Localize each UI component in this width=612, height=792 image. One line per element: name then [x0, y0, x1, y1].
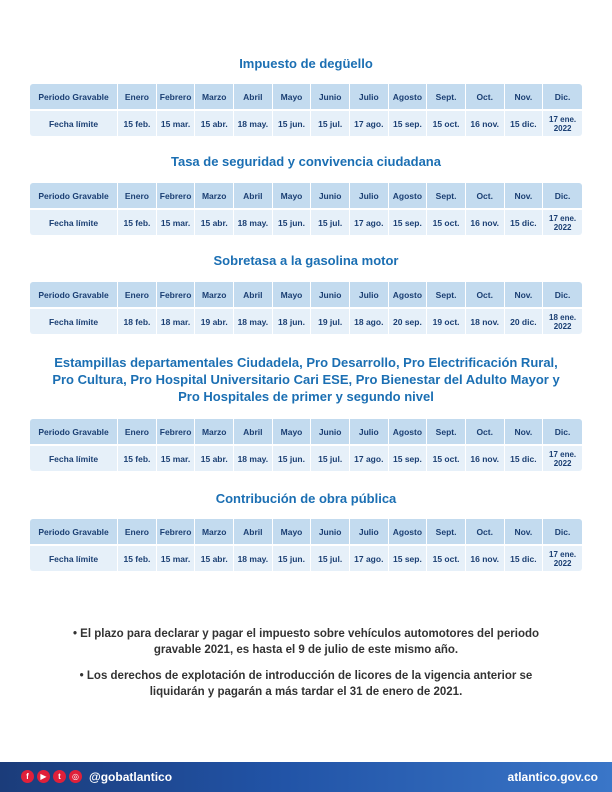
header-cell: Julio [350, 282, 389, 309]
table-dates-row [30, 546, 582, 571]
date-cell: 15 mar. [157, 446, 196, 471]
header-cell: Oct. [466, 282, 505, 309]
date-cell: 16 nov. [466, 546, 505, 571]
section-title [30, 252, 582, 269]
date-cell: 15 dic. [505, 446, 544, 471]
header-cell: Enero [118, 519, 157, 546]
deadline-table [30, 419, 582, 471]
header-cell: Dic. [543, 84, 582, 111]
header-cell: Nov. [505, 519, 544, 546]
date-cell: 15 oct. [427, 210, 466, 235]
twitter-icon[interactable]: t [53, 770, 66, 783]
date-label-cell: Fecha límite [30, 546, 118, 571]
header-cell: Periodo Gravable [30, 419, 118, 446]
date-cell: 19 oct. [427, 309, 466, 334]
table-header-row [30, 282, 582, 309]
header-cell: Abril [234, 419, 273, 446]
header-cell: Sept. [427, 282, 466, 309]
date-cell: 15 jul. [311, 546, 350, 571]
date-cell: 15 jun. [273, 546, 312, 571]
date-cell: 17 ago. [350, 446, 389, 471]
date-cell: 15 dic. [505, 546, 544, 571]
header-cell: Febrero [157, 84, 196, 111]
date-cell: 15 dic. [505, 210, 544, 235]
header-cell: Marzo [195, 84, 234, 111]
date-cell: 17 ene. 2022 [543, 546, 582, 571]
header-cell: Mayo [273, 282, 312, 309]
header-cell: Julio [350, 183, 389, 210]
header-cell: Agosto [389, 519, 428, 546]
date-cell: 17 ene. 2022 [543, 446, 582, 471]
section-title [30, 153, 582, 170]
header-cell: Periodo Gravable [30, 183, 118, 210]
date-cell: 18 ene. 2022 [543, 309, 582, 334]
date-cell: 19 jul. [311, 309, 350, 334]
header-cell: Nov. [505, 419, 544, 446]
table-dates-row [30, 111, 582, 136]
date-cell: 18 may. [234, 446, 273, 471]
date-label-cell: Fecha límite [30, 111, 118, 136]
date-cell: 17 ene. 2022 [543, 210, 582, 235]
header-cell: Dic. [543, 419, 582, 446]
table-header-row [30, 183, 582, 210]
date-cell: 18 nov. [466, 309, 505, 334]
header-cell: Febrero [157, 419, 196, 446]
header-cell: Periodo Gravable [30, 519, 118, 546]
section-title-line: Pro Cultura, Pro Hospital Universitario Cari ESE, Pro Bienestar del Adulto Mayor y [52, 372, 560, 387]
section-title-line: Pro Hospitales de primer y segundo nivel [178, 389, 434, 404]
instagram-icon[interactable]: ◎ [69, 770, 82, 783]
date-cell: 20 dic. [505, 309, 544, 334]
table-header-row [30, 419, 582, 446]
header-cell: Agosto [389, 282, 428, 309]
header-cell: Junio [311, 183, 350, 210]
date-label-cell: Fecha límite [30, 309, 118, 334]
date-cell: 15 feb. [118, 210, 157, 235]
date-cell: 17 ago. [350, 546, 389, 571]
header-cell: Marzo [195, 519, 234, 546]
section-gasolina [30, 252, 582, 331]
date-cell: 20 sep. [389, 309, 428, 334]
date-cell: 15 sep. [389, 111, 428, 136]
header-cell: Abril [234, 183, 273, 210]
section-title-line: Contribución de obra pública [215, 491, 397, 506]
date-cell: 18 may. [234, 309, 273, 334]
header-cell: Oct. [466, 183, 505, 210]
header-cell: Junio [311, 419, 350, 446]
deadline-table [30, 84, 582, 136]
date-cell: 18 ago. [350, 309, 389, 334]
date-cell: 15 jul. [311, 446, 350, 471]
date-cell: 15 oct. [427, 111, 466, 136]
header-cell: Junio [311, 282, 350, 309]
header-cell: Sept. [427, 519, 466, 546]
header-cell: Julio [350, 519, 389, 546]
section-title [30, 55, 582, 72]
header-cell: Febrero [157, 519, 196, 546]
date-cell: 16 nov. [466, 111, 505, 136]
header-cell: Dic. [543, 183, 582, 210]
date-cell: 15 feb. [118, 546, 157, 571]
header-cell: Nov. [505, 183, 544, 210]
header-cell: Oct. [466, 519, 505, 546]
header-cell: Oct. [466, 84, 505, 111]
header-cell: Agosto [389, 419, 428, 446]
date-cell: 18 feb. [118, 309, 157, 334]
note-licores: • Los derechos de explotación de introducción de licores de la vigencia anterior se liquidarán y pagarán a más tardar el 31 de enero de 2021. [79, 670, 533, 698]
header-cell: Junio [311, 519, 350, 546]
section-title [30, 354, 582, 405]
date-cell: 18 may. [234, 210, 273, 235]
header-cell: Enero [118, 183, 157, 210]
date-cell: 15 abr. [195, 111, 234, 136]
date-cell: 15 feb. [118, 111, 157, 136]
date-cell: 15 jun. [273, 111, 312, 136]
date-cell: 15 oct. [427, 446, 466, 471]
date-cell: 15 abr. [195, 210, 234, 235]
deadline-table [30, 282, 582, 334]
section-seguridad [30, 153, 582, 232]
header-cell: Nov. [505, 84, 544, 111]
date-cell: 15 abr. [195, 546, 234, 571]
header-cell: Mayo [273, 419, 312, 446]
date-cell: 18 may. [234, 111, 273, 136]
section-title [30, 490, 582, 507]
date-cell: 17 ene. 2022 [543, 111, 582, 136]
date-cell: 15 oct. [427, 546, 466, 571]
header-cell: Dic. [543, 519, 582, 546]
header-cell: Enero [118, 84, 157, 111]
date-cell: 15 feb. [118, 446, 157, 471]
facebook-icon[interactable]: f [21, 770, 34, 783]
date-cell: 15 sep. [389, 546, 428, 571]
date-cell: 18 may. [234, 546, 273, 571]
table-dates-row [30, 210, 582, 235]
header-cell: Enero [118, 282, 157, 309]
section-obra-publica [30, 490, 582, 568]
date-cell: 16 nov. [466, 210, 505, 235]
date-cell: 16 nov. [466, 446, 505, 471]
website-link[interactable]: atlantico.gov.co [507, 770, 598, 784]
date-cell: 15 mar. [157, 210, 196, 235]
date-cell: 15 dic. [505, 111, 544, 136]
date-label-cell: Fecha límite [30, 210, 118, 235]
header-cell: Mayo [273, 84, 312, 111]
date-cell: 17 ago. [350, 111, 389, 136]
date-cell: 15 jul. [311, 210, 350, 235]
header-cell: Marzo [195, 419, 234, 446]
footer-bar [0, 762, 612, 792]
date-cell: 18 mar. [157, 309, 196, 334]
table-header-row [30, 84, 582, 111]
section-title-line: Tasa de seguridad y convivencia ciudadana [171, 154, 441, 169]
header-cell: Mayo [273, 183, 312, 210]
date-cell: 15 jun. [273, 210, 312, 235]
header-cell: Mayo [273, 519, 312, 546]
header-cell: Julio [350, 419, 389, 446]
date-cell: 15 sep. [389, 210, 428, 235]
section-title-line: Sobretasa a la gasolina motor [213, 253, 399, 268]
header-cell: Marzo [195, 183, 234, 210]
section-degüello [30, 55, 582, 133]
header-cell: Febrero [157, 183, 196, 210]
date-cell: 15 abr. [195, 446, 234, 471]
deadline-table [30, 183, 582, 235]
header-cell: Sept. [427, 84, 466, 111]
header-cell: Agosto [389, 183, 428, 210]
header-cell: Marzo [195, 282, 234, 309]
youtube-icon[interactable]: ▶ [37, 770, 50, 783]
date-cell: 18 jun. [273, 309, 312, 334]
social-icons [21, 770, 82, 784]
date-cell: 15 jun. [273, 446, 312, 471]
header-cell: Sept. [427, 183, 466, 210]
date-cell: 15 jul. [311, 111, 350, 136]
header-cell: Abril [234, 84, 273, 111]
date-cell: 15 mar. [157, 546, 196, 571]
table-header-row [30, 519, 582, 546]
table-dates-row [30, 309, 582, 334]
header-cell: Periodo Gravable [30, 84, 118, 111]
date-cell: 17 ago. [350, 210, 389, 235]
header-cell: Agosto [389, 84, 428, 111]
header-cell: Oct. [466, 419, 505, 446]
header-cell: Periodo Gravable [30, 282, 118, 309]
header-cell: Febrero [157, 282, 196, 309]
header-cell: Julio [350, 84, 389, 111]
header-cell: Abril [234, 282, 273, 309]
section-estampillas [30, 354, 582, 468]
date-cell: 15 mar. [157, 111, 196, 136]
table-dates-row [30, 446, 582, 471]
header-cell: Nov. [505, 282, 544, 309]
header-cell: Abril [234, 519, 273, 546]
date-label-cell: Fecha límite [30, 446, 118, 471]
notes [60, 626, 552, 710]
header-cell: Enero [118, 419, 157, 446]
section-title-line: Impuesto de degüello [239, 56, 373, 71]
header-cell: Junio [311, 84, 350, 111]
deadline-table [30, 519, 582, 571]
social-handle[interactable]: @gobatlantico [89, 770, 173, 784]
header-cell: Dic. [543, 282, 582, 309]
date-cell: 19 abr. [195, 309, 234, 334]
note-vehiculos: • El plazo para declarar y pagar el impuesto sobre vehículos automotores del periodo gravable 2021, es hasta el 9 de julio de este mismo año. [72, 628, 540, 656]
header-cell: Sept. [427, 419, 466, 446]
date-cell: 15 sep. [389, 446, 428, 471]
section-title-line: Estampillas departamentales Ciudadela, Pro Desarrollo, Pro Electrificación Rural, [54, 355, 558, 370]
